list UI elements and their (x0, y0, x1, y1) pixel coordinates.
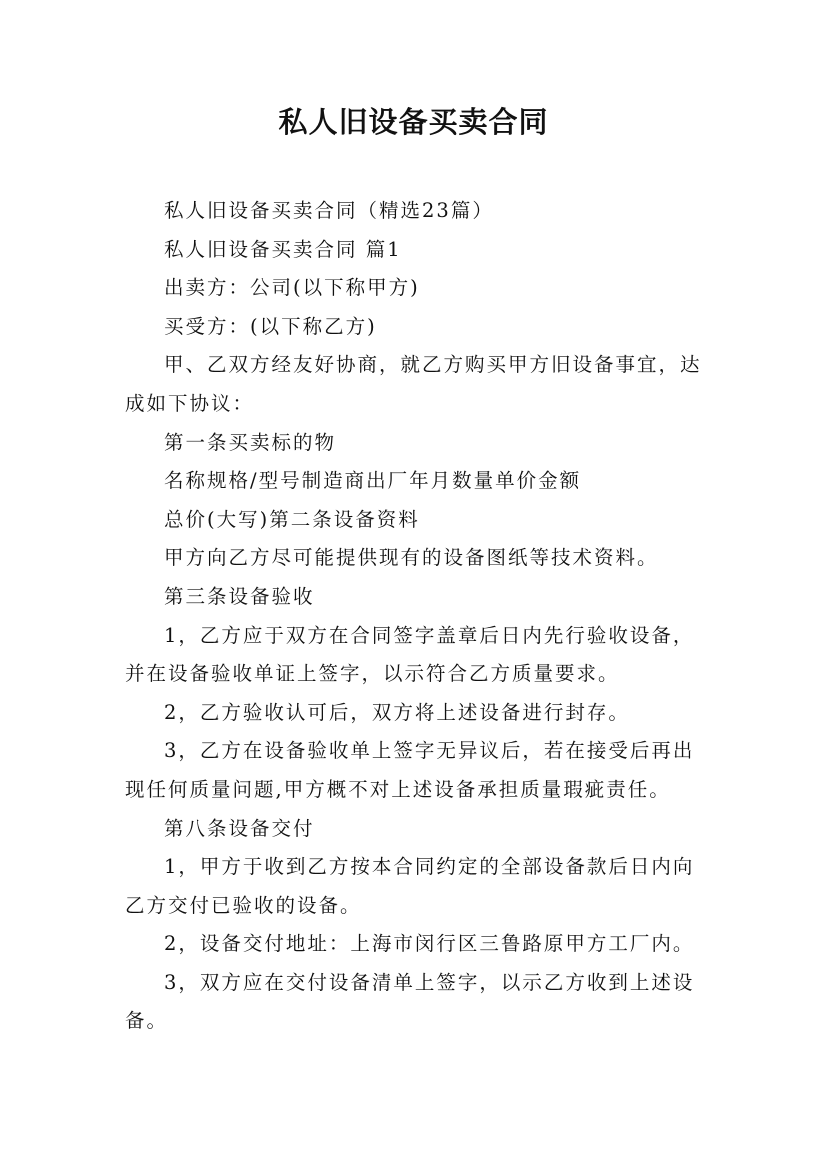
paragraph-acceptance-1: 1，乙方应于双方在合同签字盖章后日内先行验收设备，并在设备验收单证上签字，以示符合乙方质量要求。 (125, 623, 695, 686)
paragraph-total-and-article-2: 总价(大写)第二条设备资料 (164, 507, 420, 531)
paragraph-delivery-3: 3，双方应在交付设备清单上签字，以示乙方收到上述设备。 (125, 970, 695, 1033)
paragraph-agreement-intro: 甲、乙双方经友好协商，就乙方购买甲方旧设备事宜，达成如下协议： (125, 353, 702, 415)
paragraph-section-heading: 私人旧设备买卖合同 篇1 (164, 237, 402, 261)
paragraph-subtitle: 私人旧设备买卖合同（精选23篇） (164, 199, 494, 222)
paragraph-buyer: 买受方：(以下称乙方) (164, 314, 377, 338)
paragraph-acceptance-3: 3，乙方在设备验收单上签字无异议后，若在接受后再出现任何质量问题,甲方概不对上述设备承担质量瑕疵责任。 (125, 739, 695, 801)
paragraph-article-8: 第八条设备交付 (164, 816, 315, 840)
paragraph-seller: 出卖方：公司(以下称甲方) (164, 276, 420, 300)
paragraph-delivery-2: 2，设备交付地址：上海市闵行区三鲁路原甲方工厂内。 (164, 932, 695, 956)
document-title: 私人旧设备买卖合同 (278, 105, 549, 139)
paragraph-documents: 甲方向乙方尽可能提供现有的设备图纸等技术资料。 (164, 546, 659, 570)
paragraph-article-1: 第一条买卖标的物 (164, 430, 337, 454)
paragraph-item-columns: 名称规格/型号制造商出厂年月数量单价金额 (164, 469, 582, 493)
paragraph-article-3: 第三条设备验收 (164, 584, 315, 608)
paragraph-delivery-1: 1，甲方于收到乙方按本合同约定的全部设备款后日内向乙方交付已验收的设备。 (125, 855, 695, 917)
document-body (125, 192, 705, 1041)
paragraph-acceptance-2: 2，乙方验收认可后，双方将上述设备进行封存。 (164, 700, 630, 724)
